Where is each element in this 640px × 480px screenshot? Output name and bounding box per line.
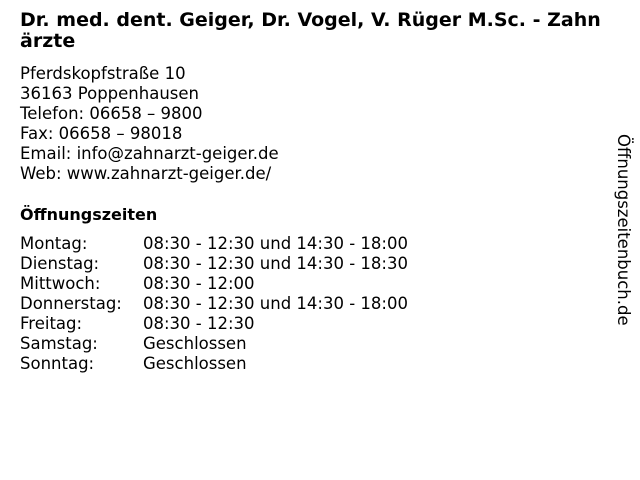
hours-row-wednesday bbox=[20, 274, 408, 294]
website-address: Web: www.zahnarzt-geiger.de/ bbox=[20, 164, 272, 183]
time-value: 08:30 - 12:30 und 14:30 - 18:00 bbox=[143, 234, 408, 253]
contact-block bbox=[20, 64, 279, 184]
fax-number: Fax: 06658 – 98018 bbox=[20, 124, 183, 143]
time-value: 08:30 - 12:00 bbox=[143, 274, 255, 293]
page-title: Dr. med. dent. Geiger, Dr. Vogel, V. Rüger M.Sc. - Zahnärzte bbox=[20, 9, 601, 52]
time-value: Geschlossen bbox=[143, 334, 247, 353]
email-address: Email: info@zahnarzt-geiger.de bbox=[20, 144, 279, 163]
hours-row-saturday bbox=[20, 334, 408, 354]
hours-row-thursday bbox=[20, 294, 408, 314]
hours-row-friday bbox=[20, 314, 408, 334]
day-label: Mittwoch: bbox=[20, 274, 101, 293]
opening-hours-heading: Öffnungszeiten bbox=[20, 205, 158, 224]
day-label: Donnerstag: bbox=[20, 294, 122, 313]
day-label: Dienstag: bbox=[20, 254, 100, 273]
time-value: 08:30 - 12:30 bbox=[143, 314, 255, 333]
hours-row-sunday bbox=[20, 354, 408, 374]
hours-row-monday bbox=[20, 234, 408, 254]
opening-hours-table bbox=[20, 234, 408, 374]
day-label: Sonntag: bbox=[20, 354, 95, 373]
site-watermark: Öffnungszeitenbuch.de bbox=[614, 134, 633, 326]
time-value: 08:30 - 12:30 und 14:30 - 18:00 bbox=[143, 294, 408, 313]
hours-row-tuesday bbox=[20, 254, 408, 274]
day-label: Montag: bbox=[20, 234, 88, 253]
day-label: Samstag: bbox=[20, 334, 98, 353]
time-value: 08:30 - 12:30 und 14:30 - 18:30 bbox=[143, 254, 408, 273]
day-label: Freitag: bbox=[20, 314, 83, 333]
city-postal-code: 36163 Poppenhausen bbox=[20, 84, 199, 103]
street-address: Pferdskopfstraße 10 bbox=[20, 64, 186, 83]
time-value: Geschlossen bbox=[143, 354, 247, 373]
phone-number: Telefon: 06658 – 9800 bbox=[20, 104, 203, 123]
